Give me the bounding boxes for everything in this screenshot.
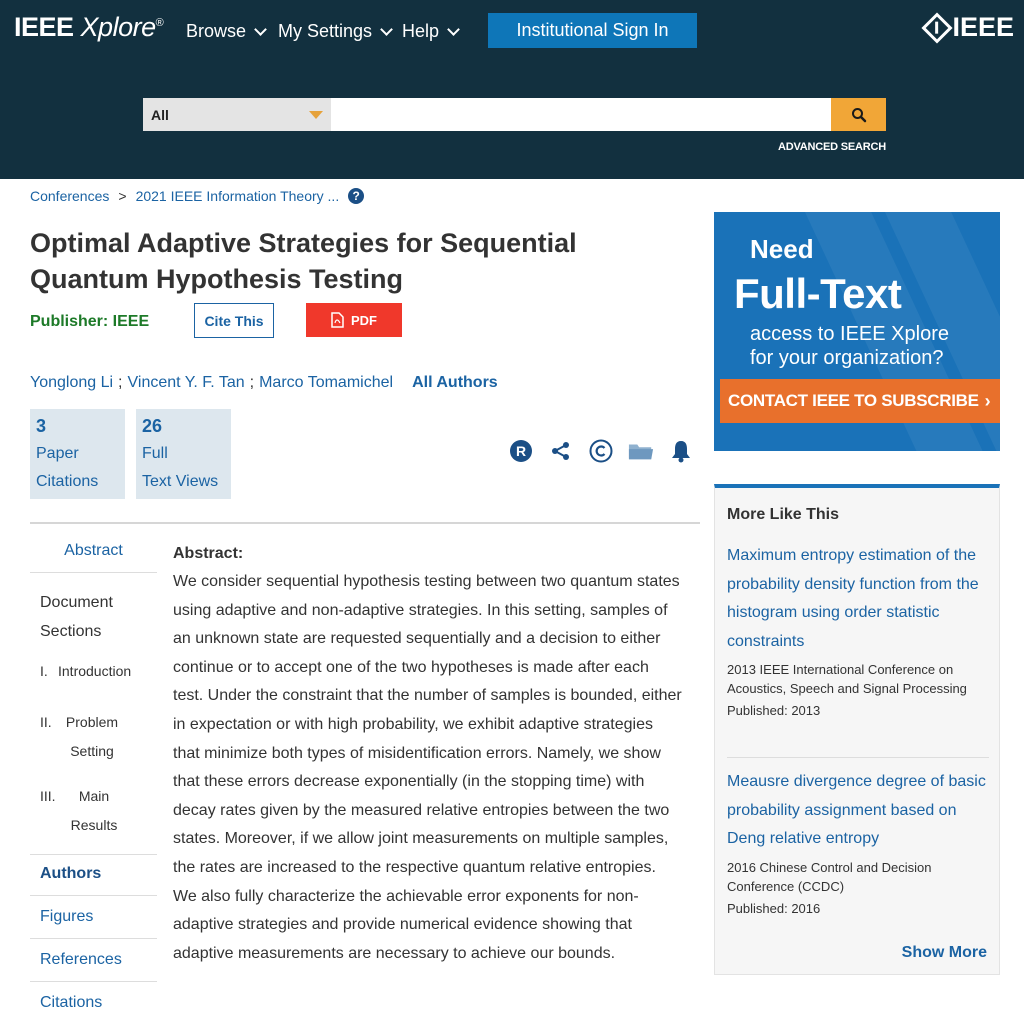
nav-help-label: Help — [402, 21, 440, 41]
rights-icon[interactable] — [508, 438, 534, 464]
chevron-down-icon — [254, 23, 267, 36]
cite-this-button[interactable]: Cite This — [194, 303, 274, 338]
search-button[interactable] — [831, 98, 886, 131]
ieee-diamond-icon — [922, 12, 953, 43]
search-bar — [143, 98, 886, 131]
nav-browse-label: Browse — [186, 21, 247, 41]
section-label: Introduction — [58, 663, 132, 679]
ad-full-text-heading: Full-Text — [734, 270, 902, 317]
bell-icon[interactable] — [668, 438, 694, 464]
related-article-venue: 2013 IEEE International Conference on Acoustics, Speech and Signal Processing — [727, 662, 967, 696]
share-icon[interactable] — [548, 438, 574, 464]
page-title: Optimal Adaptive Strategies for Sequential Quantum Hypothesis Testing — [30, 228, 577, 294]
section-number: I. — [40, 663, 48, 679]
document-sections-heading: Document Sections — [40, 594, 113, 640]
abstract-heading: Abstract: — [173, 545, 244, 562]
section-problem-setting[interactable] — [30, 680, 157, 766]
section-label: Problem Setting — [65, 714, 119, 759]
section-citations-link[interactable]: Citations — [40, 994, 103, 1011]
advanced-search-link[interactable]: ADVANCED SEARCH — [777, 141, 886, 153]
metric-label: Full — [142, 445, 168, 462]
related-article-published: Published: 2016 — [727, 900, 821, 916]
pdf-button[interactable] — [306, 303, 402, 337]
ad-access-line: access to IEEE Xplore — [750, 323, 949, 345]
ad-access-line: for your organization? — [750, 347, 944, 369]
more-like-this-heading: More Like This — [727, 506, 840, 523]
publisher-label: Publisher: IEEE — [30, 313, 150, 330]
pdf-file-icon — [331, 312, 344, 328]
ieee-xplore-logo[interactable] — [14, 12, 163, 43]
search-scope-select[interactable] — [143, 98, 331, 131]
section-abstract-link[interactable]: Abstract — [64, 542, 123, 559]
logo-registered: ® — [155, 17, 164, 29]
abstract-text: We consider sequential hypothesis testing between two quantum states using adaptive and non-adaptive strategies. In this setting, samples of an unknown state are requested sequentially and a decision to either continue or to accept one of the two hypotheses is made after each test. Under the constraint that the number of samples is bounded, either in expectation or with high probability, we exhibit adaptive strategies that minimize both types of misidentification errors. Namely, we show that these errors decrease exponentially (in the stopping time) with decay rates given by the measured relative entropies between the two states. Moreover, if we allow joint measurements on multiple samples, the rates are increased to the respective quantum relative entropies. We also fully characterize the achievable error exponents for non-adaptive strategies and provide numerical evidence showing that adaptive measurements are necessary to achieve our bounds. — [173, 573, 682, 962]
related-divider — [727, 757, 989, 758]
breadcrumb — [30, 188, 364, 204]
article-tools — [508, 438, 694, 464]
pdf-button-label: PDF — [351, 312, 377, 328]
related-article — [727, 542, 989, 718]
nav-my-settings-label: My Settings — [278, 21, 373, 41]
metric-label: Paper — [36, 445, 79, 462]
full-text-views-metric[interactable] — [136, 409, 231, 499]
all-authors-link[interactable]: All Authors — [412, 374, 498, 391]
ieee-logo-text: IEEE — [952, 12, 1014, 42]
author-separator: ; — [118, 374, 123, 391]
paper-citations-metric[interactable] — [30, 409, 125, 499]
search-input[interactable] — [331, 98, 831, 131]
related-article-published: Published: 2013 — [727, 703, 821, 718]
chevron-down-icon — [380, 23, 393, 36]
section-number: II. — [40, 714, 52, 730]
author-list — [30, 374, 498, 392]
institutional-sign-in-button[interactable]: Institutional Sign In — [488, 13, 697, 48]
author-separator: ; — [249, 374, 255, 391]
section-introduction[interactable] — [30, 646, 157, 680]
section-references-link[interactable]: References — [40, 951, 122, 968]
logo-main: IEEE — [14, 12, 74, 42]
show-more-link[interactable]: Show More — [901, 944, 987, 961]
ad-access-text — [750, 322, 949, 370]
nav-my-settings[interactable] — [278, 21, 391, 42]
logo-italic: Xplore — [80, 12, 156, 42]
related-article — [727, 768, 989, 916]
dropdown-triangle-icon — [309, 111, 323, 119]
author-link[interactable]: Vincent Y. F. Tan — [127, 374, 245, 391]
section-main-results[interactable] — [30, 766, 157, 840]
contact-ieee-subscribe-button[interactable] — [720, 379, 1000, 423]
chevron-right-icon: › — [984, 390, 991, 411]
breadcrumb-conference[interactable]: 2021 IEEE Information Theory ... — [135, 188, 340, 204]
svg-text:R: R — [515, 443, 527, 459]
more-like-this-panel — [714, 484, 1000, 975]
related-article-venue: 2016 Chinese Control and Decision Conference (CCDC) — [727, 859, 932, 894]
folder-icon[interactable] — [628, 438, 654, 464]
ieee-logo[interactable] — [926, 12, 1014, 43]
related-article-title[interactable]: Maximum entropy estimation of the probability density function from the histogram using order statistic constraints — [727, 547, 979, 650]
author-link[interactable]: Marco Tomamichel — [259, 374, 394, 391]
search-scope-value: All — [151, 107, 169, 123]
metric-value: 26 — [142, 416, 163, 436]
search-icon — [851, 107, 867, 123]
metric-value: 3 — [36, 416, 47, 436]
metric-label: Citations — [36, 473, 99, 490]
document-sections-nav — [30, 540, 157, 1024]
nav-browse[interactable] — [186, 21, 265, 42]
help-icon[interactable]: ? — [348, 188, 364, 204]
section-label: Main Results — [70, 788, 118, 833]
section-authors-link[interactable]: Authors — [40, 865, 102, 882]
breadcrumb-separator: > — [118, 188, 127, 204]
full-text-access-ad[interactable] — [714, 212, 1000, 451]
chevron-down-icon — [447, 23, 460, 36]
content-divider — [30, 522, 700, 524]
ad-need-text: Need — [750, 234, 814, 264]
section-figures-link[interactable]: Figures — [40, 908, 94, 925]
breadcrumb-conferences[interactable]: Conferences — [30, 188, 110, 204]
cta-label: CONTACT IEEE TO SUBSCRIBE — [728, 391, 979, 410]
nav-help[interactable] — [402, 21, 458, 42]
related-article-title[interactable]: Meausre divergence degree of basic probability assignment based on Deng relative entropy — [727, 773, 986, 847]
author-link[interactable]: Yonglong Li — [30, 374, 114, 391]
metric-label: Text Views — [142, 473, 219, 490]
copyright-icon[interactable] — [588, 438, 614, 464]
section-number: III. — [40, 788, 56, 804]
site-header — [0, 0, 1024, 179]
